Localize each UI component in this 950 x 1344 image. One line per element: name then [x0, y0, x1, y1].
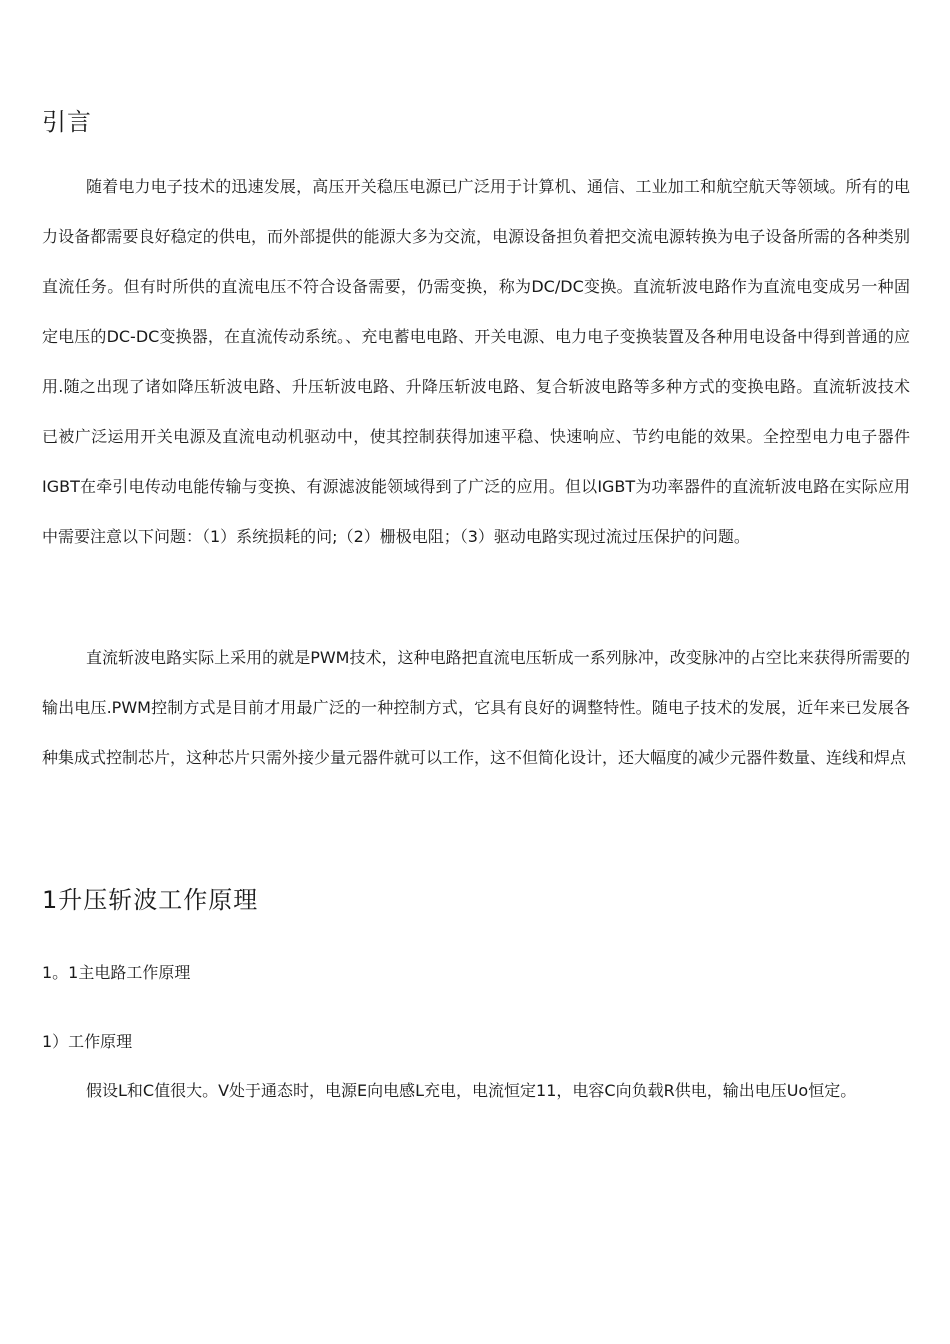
subsection-heading: 1。1主电路工作原理 [42, 963, 191, 982]
intro-heading: 引言 [42, 108, 92, 136]
section-1-heading: 1升压斩波工作原理 [42, 886, 259, 914]
intro-paragraph-2: 直流斩波电路实际上采用的就是PWM技术，这种电路把直流电压斩成一系列脉冲，改变脉冲的占空比来获得所需要的输出电压.PWM控制方式是目前才用最广泛的一种控制方式，它具有良好的调整特性。随电子技术的发展，近年来已发展各种集成式控制芯片，这种芯片只需外接少量元器件就可以工作，这不但简化设计，还大幅度的减少元器件数量、连线和焊点 [42, 648, 910, 767]
subsubsection-heading: 1）工作原理 [42, 1032, 133, 1051]
intro-paragraph-1: 随着电力电子技术的迅速发展，高压开关稳压电源已广泛用于计算机、通信、工业加工和航空航天等领域。所有的电力设备都需要良好稳定的供电，而外部提供的能源大多为交流，电源设备担负着把交流电源转换为电子设备所需的各种类别直流任务。但有时所供的直流电压不符合设备需要，仍需变换，称为DC/DC变换。直流斩波电路作为直流电变成另一种固定电压的DC-DC变换器，在直流传动系统。、充电蓄电电路、开关电源、电力电子变换装置及各种用电设备中得到普通的应用.随之出现了诸如降压斩波电路、升压斩波电路、升降压斩波电路、复合斩波电路等多种方式的变换电路。直流斩波技术已被广泛运用开关电源及直流电动机驱动中，使其控制获得加速平稳、快速响应、节约电能的效果。全控型电力电子器件IGBT在牵引电传动电能传输与变换、有源滤波能领域得到了广泛的应用。但以IGBT为功率器件的直流斩波电路在实际应用中需要注意以下问题：（1）系统损耗的问;（2）栅极电阻；（3）驱动电路实现过流过压保护的问题。 [42, 177, 910, 546]
section-1-paragraph: 假设L和C值很大。V处于通态时，电源E向电感L充电，电流恒定11，电容C向负载R供电，输出电压Uo恒定。 [86, 1081, 857, 1100]
